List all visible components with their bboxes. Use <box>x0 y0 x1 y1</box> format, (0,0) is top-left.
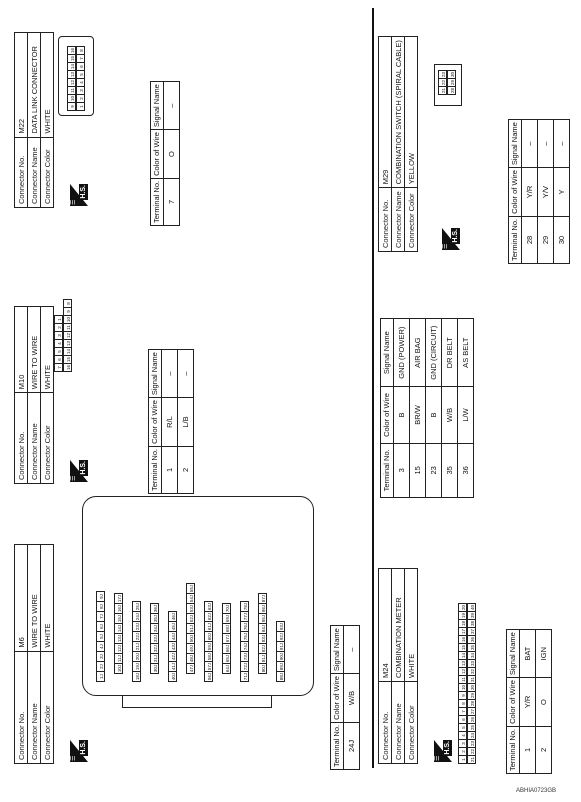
m10-connector-no: M10 <box>15 307 28 393</box>
pin-cavity: 28 <box>467 699 476 708</box>
pin-row <box>276 622 285 682</box>
pin-cavity: 48J <box>186 653 195 664</box>
pin-cavity: 80J <box>258 663 267 674</box>
pin-cavity: 83J <box>258 633 267 644</box>
pin-cavity: 34 <box>467 651 476 660</box>
pin-cavity: 77J <box>240 611 249 622</box>
pin-cavity: 60J <box>204 631 213 642</box>
pin-cavity: 22 <box>467 747 476 756</box>
pin-cavity: 53J <box>186 603 195 614</box>
pin-cavity: 29 <box>447 78 456 87</box>
pin-cavity: 2 <box>54 323 63 332</box>
pin-cavity: 89J <box>276 661 285 672</box>
pin-row <box>204 602 213 682</box>
pin-cavity: 36J <box>150 603 159 614</box>
pin-cavity: 93J <box>276 621 285 632</box>
pin-cavity: 35J <box>150 613 159 624</box>
pin-cavity: 9 <box>458 691 467 700</box>
m24-signal-table-a: Terminal No. Color of Wire Signal Name 1 Y/R BAT 2 O IGN <box>506 629 552 774</box>
pin-cavity: 11 <box>67 86 76 95</box>
pin-cavity: 84J <box>258 623 267 634</box>
pin-cavity: 13 <box>63 339 72 348</box>
m6-latch <box>122 696 272 708</box>
pin-cavity: 35 <box>467 643 476 652</box>
pin-cavity: 82J <box>258 643 267 654</box>
m22-connector-name: DATA LINK CONNECTOR <box>28 33 41 138</box>
pin-cavity: 61J <box>204 621 213 632</box>
pin-cavity: 81J <box>258 653 267 664</box>
m6-signal-table <box>330 625 360 770</box>
pin-cavity: 92J <box>276 631 285 642</box>
pin-cavity: 62J <box>204 611 213 622</box>
pin-cavity: 10 <box>63 315 72 324</box>
m10-connector-color-cell: WHITE <box>41 307 54 393</box>
m29-info-table: Connector No. M29 Connector Name COMBINATION SWITCH (SPIRAL CABLE) Connector Color YELLOW <box>378 36 418 252</box>
pin-cavity: 3 <box>458 739 467 748</box>
pin-cavity: 51J <box>186 623 195 634</box>
m29-connector-name: COMBINATION SWITCH (SPIRAL CABLE) <box>392 37 405 188</box>
pin-cavity: 8 <box>76 46 85 55</box>
pin-cavity: 23 <box>438 70 447 79</box>
pin-cavity: 31 <box>467 675 476 684</box>
table-row: 36 L/W AS BELT <box>458 319 474 498</box>
pin-cavity: 4 <box>76 78 85 87</box>
pin-cavity: 20J <box>132 651 141 662</box>
pin-cavity: 21J <box>132 641 141 652</box>
table-row: 1 R/L – <box>162 350 178 494</box>
pin-cavity: 23J <box>132 621 141 632</box>
pin-cavity: 13 <box>458 659 467 668</box>
pin-cavity: 9 <box>63 307 72 316</box>
pin-row <box>222 604 231 674</box>
pin-cavity: 70J <box>222 603 231 614</box>
pin-row <box>96 592 105 682</box>
table-row: 3 B GND (POWER) <box>394 319 410 498</box>
pin-cavity: 15J <box>114 613 123 624</box>
hs-badge-icon: ☰ H.S. <box>443 229 459 249</box>
pin-cavity: 30 <box>467 683 476 692</box>
pin-cavity: 5J <box>96 631 105 642</box>
table-row: 24J W/B – <box>344 626 360 770</box>
pin-cavity: 85J <box>258 613 267 624</box>
pin-cavity: 43J <box>168 641 177 652</box>
pin-cavity: 5 <box>54 347 63 356</box>
pin-cavity: 17 <box>458 627 467 636</box>
section-divider <box>372 8 374 768</box>
pin-cavity: 11J <box>114 653 123 664</box>
pin-cavity: 4 <box>458 731 467 740</box>
pin-cavity: 6 <box>76 62 85 71</box>
pin-cavity: 40J <box>168 671 177 682</box>
hs-badge-icon: ☰ H.S. <box>71 741 87 761</box>
pin-cavity: 41J <box>168 661 177 672</box>
pin-cavity: 12 <box>458 667 467 676</box>
m10-connector-name: WIRE TO WIRE <box>28 307 41 393</box>
pin-cavity: 3 <box>54 331 63 340</box>
table-row: 29 Y/V – <box>538 120 554 264</box>
pin-cavity: 6 <box>458 715 467 724</box>
m10-signal-table: Terminal No. Color of Wire Signal Name 1 R/L – 2 L/B – <box>148 349 194 494</box>
m22-connector-no: M22 <box>15 33 28 138</box>
pin-cavity: 46J <box>168 611 177 622</box>
pin-cavity: 75J <box>240 631 249 642</box>
m10-info-table: Connector No. M10 Connector Name WIRE TO WIRE Connector Color WHITE <box>14 306 54 484</box>
m24-connector-color: WHITE <box>405 569 418 682</box>
pin-cavity: 5 <box>458 723 467 732</box>
pin-cavity: 47J <box>186 663 195 674</box>
m6-info-table <box>14 544 54 764</box>
pin-cavity: 44J <box>168 631 177 642</box>
table-row: 2 L/B – <box>178 350 194 494</box>
pin-cavity: 10 <box>67 94 76 103</box>
pin-cavity: 20 <box>458 603 467 612</box>
pin-cavity: 14 <box>67 62 76 71</box>
pin-cavity: 7 <box>458 707 467 716</box>
pin-cavity: 8 <box>63 299 72 308</box>
pin-cavity: 76J <box>240 621 249 632</box>
pin-cavity: 17J <box>114 593 123 604</box>
pin-cavity: 30J <box>150 663 159 674</box>
pin-cavity: 16 <box>63 363 72 372</box>
pin-cavity: 5 <box>76 70 85 79</box>
pin-cavity: 57J <box>204 661 213 672</box>
signal-name-header: Signal Name <box>331 626 344 674</box>
pin-cavity: 1 <box>54 315 63 324</box>
pin-cavity: 22J <box>132 631 141 642</box>
pin-cavity: 42J <box>168 651 177 662</box>
pin-cavity: 33 <box>467 659 476 668</box>
pin-row <box>114 594 123 674</box>
pin-cavity: 12J <box>114 643 123 654</box>
hs-badge-icon: ☰ H.S. <box>71 185 87 205</box>
pin-cavity: 2 <box>458 747 467 756</box>
pin-cavity: 36 <box>467 635 476 644</box>
pin-cavity: 63J <box>204 601 213 612</box>
hs-badge-icon: ☰ H.S. <box>71 461 87 481</box>
pin-cavity: 25J <box>132 601 141 612</box>
pin-cavity: 24J <box>132 611 141 622</box>
connector-color-label: Connector Color <box>41 651 54 763</box>
pin-cavity: 69J <box>222 613 231 624</box>
pin-cavity: 1J <box>96 671 105 682</box>
pin-cavity: 26 <box>467 715 476 724</box>
pin-cavity: 7 <box>76 54 85 63</box>
pin-cavity: 16 <box>458 635 467 644</box>
pin-cavity: 45J <box>168 621 177 632</box>
m24-connector-name: COMBINATION METER <box>392 569 405 682</box>
pin-cavity: 86J <box>258 603 267 614</box>
pin-cavity: 37 <box>467 627 476 636</box>
pin-cavity: 11 <box>63 323 72 332</box>
m29-signal-table: Terminal No. Color of Wire Signal Name 28 Y/R – 29 Y/V – 30 Y – <box>508 119 570 264</box>
pin-cavity: 74J <box>240 641 249 652</box>
pin-cavity: 3J <box>96 651 105 662</box>
pin-cavity: 29 <box>467 691 476 700</box>
table-row: 15 BR/W AIR BAG <box>410 319 426 498</box>
pin-cavity: 16 <box>67 46 76 55</box>
pin-cavity: 87J <box>258 593 267 604</box>
pin-cavity: 88J <box>276 671 285 682</box>
pin-cavity: 15 <box>458 643 467 652</box>
pin-cavity: 90J <box>276 651 285 662</box>
pin-cavity: 23 <box>467 739 476 748</box>
pin-row <box>240 602 249 682</box>
wire-color-header: Color of Wire <box>331 674 344 723</box>
pin-cavity: 15 <box>67 54 76 63</box>
pin-cavity: 4 <box>54 339 63 348</box>
pin-cavity: 39 <box>467 611 476 620</box>
pin-cavity: 33J <box>150 633 159 644</box>
pin-cavity: 4J <box>96 641 105 652</box>
pin-cavity: 9 <box>67 102 76 111</box>
pin-cavity: 31J <box>150 653 159 664</box>
pin-cavity: 3 <box>76 86 85 95</box>
pin-cavity: 52J <box>186 613 195 624</box>
pin-cavity: 59J <box>204 641 213 652</box>
pin-row <box>168 612 177 682</box>
pin-cavity: 30 <box>447 70 456 79</box>
pin-cavity: 91J <box>276 641 285 652</box>
pin-cavity: 28 <box>447 86 456 95</box>
table-row: 35 W/B DR BELT <box>442 319 458 498</box>
pin-cavity: 22 <box>438 78 447 87</box>
pin-cavity: 65J <box>222 653 231 664</box>
pin-cavity: 8 <box>458 699 467 708</box>
pin-cavity: 40 <box>467 603 476 612</box>
pin-cavity: 71J <box>240 671 249 682</box>
hs-badge-icon: ☰ H.S. <box>435 741 451 761</box>
m24-info-table: Connector No. M24 Connector Name COMBINATION METER Connector Color WHITE <box>378 568 418 764</box>
pin-cavity: 73J <box>240 651 249 662</box>
pin-cavity: 21 <box>438 86 447 95</box>
m29-connector-face <box>434 64 462 106</box>
pin-cavity: 58J <box>204 651 213 662</box>
pin-cavity: 68J <box>222 623 231 634</box>
pin-cavity: 2J <box>96 661 105 672</box>
pin-cavity: 19 <box>458 611 467 620</box>
pin-cavity: 10 <box>458 683 467 692</box>
pin-cavity: 67J <box>222 633 231 644</box>
pin-cavity: 14J <box>114 623 123 634</box>
pin-cavity: 21 <box>467 755 476 764</box>
pin-cavity: 6 <box>54 355 63 364</box>
pin-cavity: 13J <box>114 633 123 644</box>
pin-cavity: 34J <box>150 623 159 634</box>
m22-connector-color: WHITE <box>41 33 54 138</box>
pin-cavity: 18J <box>132 671 141 682</box>
pin-cavity: 50J <box>186 633 195 644</box>
pin-cavity: 25 <box>467 723 476 732</box>
pin-cavity: 55J <box>186 583 195 594</box>
pin-cavity: 6J <box>96 621 105 632</box>
pin-cavity: 7J <box>96 611 105 622</box>
pin-row <box>186 584 195 674</box>
figure-code: ABHIA0723GB <box>516 788 557 794</box>
m29-connector-color: YELLOW <box>405 37 418 188</box>
pin-cavity: 13 <box>67 70 76 79</box>
pin-cavity: 78J <box>240 601 249 612</box>
pin-cavity: 49J <box>186 643 195 654</box>
m6-connector-name: WIRE TO WIRE <box>28 545 41 652</box>
pin-cavity: 56J <box>204 671 213 682</box>
pin-cavity: 32J <box>150 643 159 654</box>
m22-connector-face <box>58 36 94 116</box>
pin-cavity: 27 <box>467 707 476 716</box>
pin-cavity: 14 <box>458 651 467 660</box>
pin-cavity: 66J <box>222 643 231 654</box>
pin-cavity: 10J <box>114 663 123 674</box>
table-row: 1 Y/R BAT <box>520 630 536 774</box>
table-row: 30 Y – <box>554 120 570 264</box>
pin-cavity: 14 <box>63 347 72 356</box>
pin-cavity: 24 <box>467 731 476 740</box>
terminal-no-header: Terminal No. <box>331 722 344 769</box>
pin-cavity: 15 <box>63 355 72 364</box>
pin-row <box>132 602 141 682</box>
m24-signal-table-b: Terminal No. Color of Wire Signal Name 3 B GND (POWER) 15 BR/W AIR BAG 23 B GND (CIRCUIT) 35 W/B DR BELT 36 L/W AS BELT <box>380 318 474 498</box>
pin-cavity: 18 <box>458 619 467 628</box>
pin-cavity: 1 <box>458 755 467 764</box>
pin-cavity: 2 <box>76 94 85 103</box>
pin-cavity: 72J <box>240 661 249 672</box>
connector-no-label: Connector No. <box>15 651 28 763</box>
m22-info-table: Connector No. M22 Connector Name DATA LINK CONNECTOR Connector Color WHITE <box>14 32 54 208</box>
m6-connector-no: M6 <box>15 545 28 652</box>
pin-cavity: 64J <box>222 663 231 674</box>
pin-cavity: 8J <box>96 601 105 612</box>
pin-cavity: 12 <box>63 331 72 340</box>
m24-connector-no: M24 <box>379 569 392 682</box>
pin-cavity: 32 <box>467 667 476 676</box>
pin-cavity: 1 <box>76 102 85 111</box>
pin-cavity: 16J <box>114 603 123 614</box>
pin-row <box>258 594 267 674</box>
table-row: 2 O IGN <box>536 630 552 774</box>
pin-cavity: 12 <box>67 78 76 87</box>
table-row: 28 Y/R – <box>522 120 538 264</box>
m6-connector-color: WHITE <box>41 545 54 652</box>
pin-cavity: 19J <box>132 661 141 672</box>
table-row: 23 B GND (CIRCUIT) <box>426 319 442 498</box>
connector-name-label: Connector Name <box>28 651 41 763</box>
pin-cavity: 11 <box>458 675 467 684</box>
m29-connector-no: M29 <box>379 37 392 188</box>
pin-cavity: 7 <box>54 363 63 372</box>
pin-cavity: 38 <box>467 619 476 628</box>
pin-row <box>150 604 159 674</box>
m22-signal-table: Terminal No. Color of Wire Signal Name 7 O – <box>150 81 180 226</box>
pin-cavity: 9J <box>96 591 105 602</box>
pin-cavity: 54J <box>186 593 195 604</box>
table-row: 7 O – <box>164 82 180 226</box>
